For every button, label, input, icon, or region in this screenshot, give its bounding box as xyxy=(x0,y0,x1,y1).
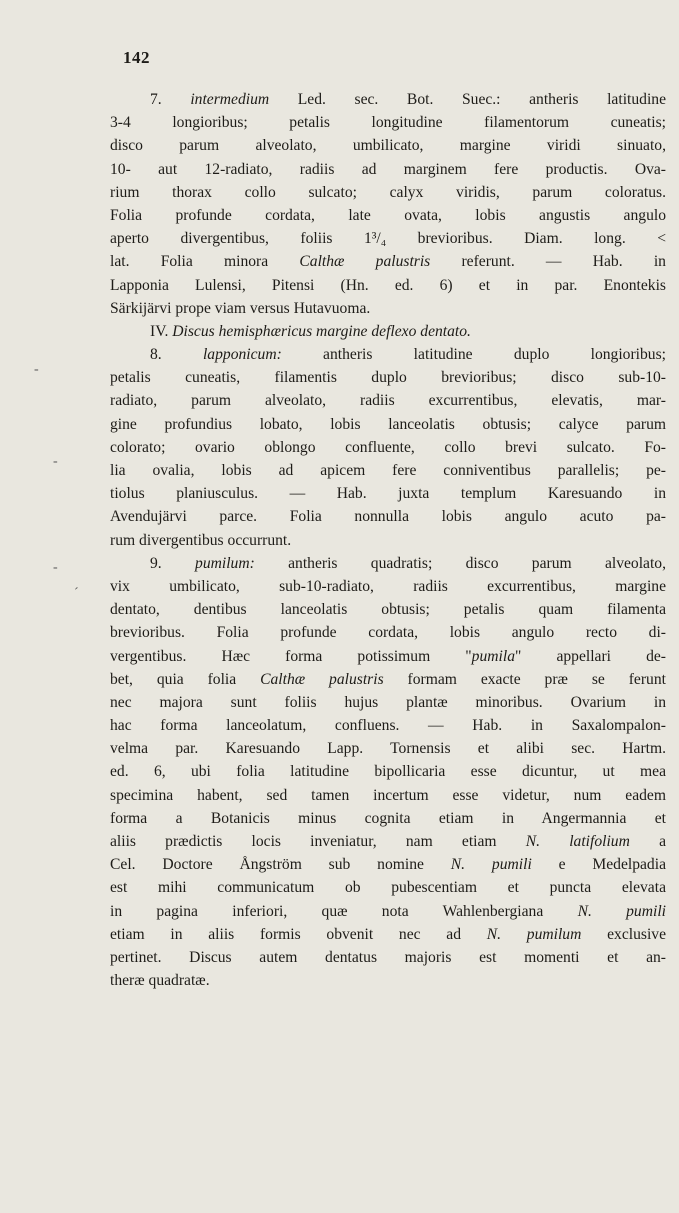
text-segment: velma par. Karesuando Lapp. Tornensis et alibi sec. Hartm. xyxy=(110,740,666,758)
text-segment: 3-4 longioribus; petalis longitudine filamentorum cuneatis; xyxy=(110,114,666,132)
text-line xyxy=(110,459,666,482)
italic-text: N. pumili xyxy=(450,856,532,874)
margin-mark: - xyxy=(53,560,58,575)
italic-text: lapponicum: xyxy=(202,346,282,364)
text-segment: lat. Folia minora xyxy=(110,253,300,271)
text-line xyxy=(110,714,666,737)
text-line xyxy=(110,366,666,389)
text-segment: rium thorax collo sulcato; calyx viridis, parum coloratus. xyxy=(110,183,666,201)
text-line xyxy=(110,227,666,250)
italic-text: Discus hemisphæricus margine deflexo dentato. xyxy=(172,322,471,340)
margin-mark: - xyxy=(34,362,39,377)
text-segment: Avendujärvi parce. Folia nonnulla lobis angulo acuto pa- xyxy=(110,508,666,526)
text-line xyxy=(110,946,666,969)
text-line xyxy=(110,134,666,157)
text-segment: 7. xyxy=(150,91,191,108)
text-line xyxy=(110,969,666,992)
body-text xyxy=(110,88,666,992)
text-segment: dentato, dentibus lanceolatis obtusis; petalis quam filamenta xyxy=(110,601,666,619)
margin-mark: ´ xyxy=(74,586,79,601)
text-line xyxy=(110,250,666,273)
text-line xyxy=(110,900,666,923)
text-line xyxy=(110,807,666,830)
text-segment: referunt. — Hab. in xyxy=(430,253,666,271)
text-segment: nec majora sunt foliis hujus plantæ minoribus. Ovarium in xyxy=(110,693,666,711)
italic-text: intermedium xyxy=(190,91,270,108)
text-segment: Lapponia Lulensi, Pitensi (Hn. ed. 6) et in par. Enontekis xyxy=(110,276,666,294)
text-line xyxy=(110,482,666,505)
text-segment: rum divergentibus occurrunt. xyxy=(110,531,292,549)
text-segment: in pagina inferiori, quæ nota Wahlenbergiana xyxy=(110,902,578,920)
text-line xyxy=(110,297,666,320)
text-line xyxy=(110,923,666,946)
text-line xyxy=(110,598,666,621)
text-segment: pertinet. Discus autem dentatus majoris est momenti et an- xyxy=(110,948,666,966)
text-line xyxy=(110,552,666,575)
text-segment: Särkijärvi prope viam versus Hutavuoma. xyxy=(110,299,371,317)
text-line xyxy=(110,691,666,714)
text-line xyxy=(110,529,666,552)
text-line xyxy=(110,784,666,807)
text-segment: forma a Botanicis minus cognita etiam in Angermannia et xyxy=(110,809,666,827)
text-segment: 9. xyxy=(150,554,196,572)
text-line xyxy=(110,274,666,297)
text-segment: formam exacte præ se ferunt xyxy=(383,670,666,688)
text-line xyxy=(110,181,666,204)
text-segment: ed. 6, ubi folia latitudine bipollicaria esse dicuntur, ut mea xyxy=(110,763,666,781)
text-segment: etiam in aliis formis obvenit nec ad xyxy=(110,925,487,943)
italic-text: Calthæ palustris xyxy=(260,670,384,688)
text-segment: brevioribus. Folia profunde cordata, lobis angulo recto di- xyxy=(110,624,666,642)
text-segment: petalis cuneatis, filamentis duplo brevioribus; disco sub-10- xyxy=(110,369,666,387)
text-segment: disco parum alveolato, umbilicato, margine viridi sinuato, xyxy=(110,137,666,155)
italic-text: pumila xyxy=(471,647,515,665)
italic-text: N. latifolium xyxy=(525,833,630,850)
text-segment: 8. xyxy=(150,346,203,364)
text-segment: vergentibus. Hæc forma potissimum " xyxy=(110,647,472,665)
text-line xyxy=(110,505,666,528)
text-segment: est mihi communicatum ob pubescentiam et puncta elevata xyxy=(110,879,666,897)
text-segment: gine profundius lobato, lobis lanceolatis obtusis; calyce parum xyxy=(110,415,666,433)
text-segment: exclusive xyxy=(581,925,666,943)
text-line xyxy=(110,88,666,111)
text-segment: bet, quia folia xyxy=(110,670,261,688)
text-line xyxy=(110,204,666,227)
text-segment: a xyxy=(629,833,666,850)
text-line xyxy=(110,111,666,134)
text-line xyxy=(110,645,666,668)
text-segment: colorato; ovario oblongo confluente, collo brevi sulcato. Fo- xyxy=(110,438,666,456)
text-line xyxy=(110,830,666,853)
text-segment: tiolus planiusculus. — Hab. juxta templum Karesuando in xyxy=(110,485,666,503)
text-segment: antheris latitudine duplo longioribus; xyxy=(281,346,667,364)
text-line xyxy=(110,876,666,899)
text-line xyxy=(110,621,666,644)
italic-text: Calthæ palustris xyxy=(299,253,431,271)
text-line xyxy=(110,413,666,436)
margin-mark: - xyxy=(53,454,58,469)
text-segment: Led. sec. Bot. Suec.: antheris latitudine xyxy=(269,91,666,108)
text-segment: aliis prædictis locis inveniatur, nam etiam xyxy=(110,833,526,850)
text-line xyxy=(110,575,666,598)
text-segment: Cel. Doctore Ångström sub nomine xyxy=(110,856,451,874)
text-segment: lia ovalia, lobis ad apicem fere conniventibus parallelis; pe- xyxy=(110,462,666,479)
text-line xyxy=(110,436,666,459)
text-line xyxy=(110,343,666,366)
text-segment: radiato, parum alveolato, radiis excurrentibus, elevatis, mar- xyxy=(110,392,666,410)
text-segment: Folia profunde cordata, late ovata, lobis angustis angulo xyxy=(110,206,666,224)
text-segment: e Medelpadia xyxy=(531,856,666,874)
text-line xyxy=(110,853,666,876)
text-segment: 10- aut 12-radiato, radiis ad marginem fere productis. Ova- xyxy=(110,160,666,178)
italic-text: N. pumilum xyxy=(486,925,582,943)
text-line xyxy=(110,668,666,691)
text-segment: vix umbilicato, sub-10-radiato, radiis excurrentibus, margine xyxy=(110,577,666,595)
text-line xyxy=(110,389,666,412)
italic-text: pumilum: xyxy=(195,554,255,572)
text-line xyxy=(110,737,666,760)
italic-text: N. pumili xyxy=(577,902,666,920)
text-segment: IV. xyxy=(150,322,173,340)
text-segment: hac forma lanceolatum, confluens. — Hab. in Saxalompalon- xyxy=(110,717,666,735)
text-segment: aperto divergentibus, foliis 1³/₄ brevioribus. Diam. long. < xyxy=(110,230,666,248)
text-line xyxy=(110,760,666,783)
page-number: 142 xyxy=(123,48,150,67)
text-segment: antheris quadratis; disco parum alveolato, xyxy=(254,554,667,572)
text-line xyxy=(110,320,666,343)
text-line xyxy=(110,158,666,181)
text-segment: " appellari de- xyxy=(515,647,666,665)
text-segment: specimina habent, sed tamen incertum esse videtur, num eadem xyxy=(110,786,666,804)
text-segment: theræ quadratæ. xyxy=(110,972,210,990)
